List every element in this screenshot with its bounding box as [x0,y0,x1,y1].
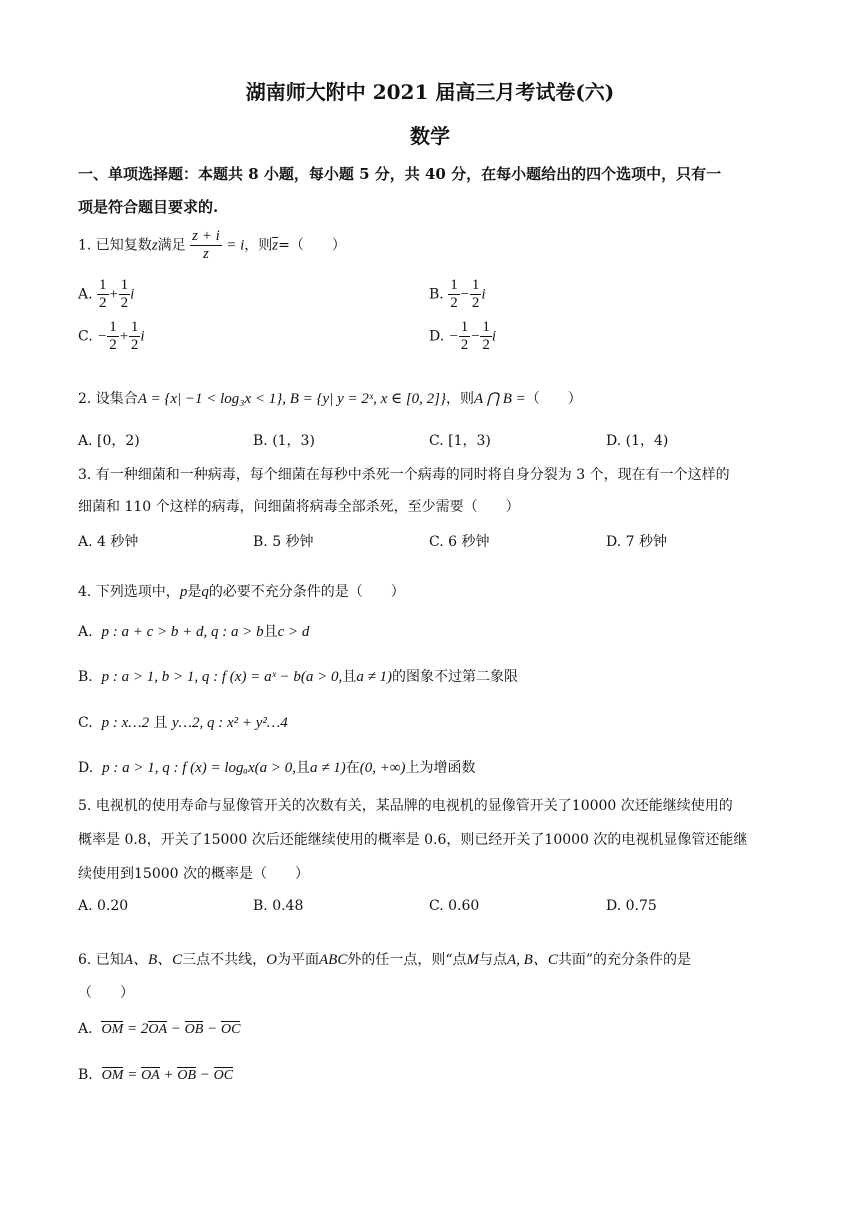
vector-oc: OC [213,1068,234,1083]
q5-option-b[interactable]: B. 0.48 [253,898,304,914]
q3-option-b[interactable]: B. 5 秒钟 [253,534,314,550]
question-6-stem: 6. 已知A、B、C三点不共线，O为平面ABC外的任一点，则“点M与点A, B、C共面”的充分条件的是 [78,952,692,968]
question-2-stem: 2. 设集合A = {x| −1 < log₃x < 1}, B = {y| y = 2ˣ, x ∈ [0, 2]}，则A ⋂ B =（ ） [78,391,582,407]
q1-option-b[interactable]: B. $\frac{1}{2}$ − $\frac{1}{2}$ i [429,277,486,311]
q6-option-b[interactable]: B. OM = OA + OB − OC [78,1067,234,1083]
section-heading-line1: 一、单项选择题：本题共 8 小题，每小题 5 分，共 40 分，在每小题给出的四个选项中，只有一 [78,165,722,183]
question-6-line2: （ ） [78,985,134,1001]
q4-option-b[interactable]: B. p : a > 1, b > 1, q : f (x) = aˣ − b(a > 0,且a ≠ 1)的图象不过第二象限 [78,669,519,685]
fraction: $\frac{z + i}{z}$ [192,228,220,262]
question-5-line1: 5. 电视机的使用寿命与显像管开关的次数有关，某品牌的电视机的显像管开关了10000 次还能继续使用的 [78,798,733,814]
q4-option-c[interactable]: C. p : x…2 且 y…2, q : x² + y²…4 [78,715,288,731]
vector-oa: OA [148,1022,168,1037]
vector-oa: OA [141,1068,160,1083]
question-5-line2: 概率是 0.8，开关了15000 次后还能继续使用的概率是 0.6，则已经开关了10000 次的电视机显像管还能继 [78,832,748,848]
q5-option-a[interactable]: A. 0.20 [78,898,129,914]
q2-option-a[interactable]: A. [0，2) [78,433,140,449]
question-3-line1: 3. 有一种细菌和一种病毒，每个细菌在每秒中杀死一个病毒的同时将自身分裂为 3 个，现在有一个这样的 [78,467,730,483]
vector-ob: OB [177,1068,197,1083]
q4-option-d[interactable]: D. p : a > 1, q : f (x) = logₐx(a > 0,且a ≠ 1)在(0, +∞)上为增函数 [78,760,476,776]
vector-oc: OC [220,1022,241,1037]
vector-ob: OB [184,1022,204,1037]
q5-option-d[interactable]: D. 0.75 [606,898,657,914]
vector-om: OM [101,1068,124,1083]
q4-option-a[interactable]: A. p : a + c > b + d, q : a > b且c > d [78,624,310,640]
q3-option-d[interactable]: D. 7 秒钟 [606,534,667,550]
q3-option-c[interactable]: C. 6 秒钟 [429,534,490,550]
q1-option-a[interactable]: A. $\frac{1}{2}$ + $\frac{1}{2}$ i [78,277,135,311]
q1-option-c[interactable]: C. − $\frac{1}{2}$ + $\frac{1}{2}$ i [78,319,145,353]
q2-option-c[interactable]: C. [1，3) [429,433,491,449]
subject-heading: 数学 [410,124,450,148]
q3-option-a[interactable]: A. 4 秒钟 [78,534,139,550]
q1-option-d[interactable]: D. − $\frac{1}{2}$ − $\frac{1}{2}$ i [429,319,497,353]
vector-om: OM [101,1022,124,1037]
q2-option-d[interactable]: D. (1，4) [606,433,669,449]
exam-title: 湖南师大附中 2021 届高三月考试卷(六) [245,80,615,104]
question-3-line2: 细菌和 110 个这样的病毒，问细菌将病毒全部杀死，至少需要（ ） [78,499,520,515]
question-1-stem: 1. 已知复数z满足 $\frac{z + i}{z}$ = i，则$\overline{z}=$（ ） [78,228,346,262]
question-5-line3: 续使用到15000 次的概率是（ ） [78,866,309,882]
q2-option-b[interactable]: B. (1，3) [253,433,315,449]
section-heading-line2: 项是符合题目要求的. [78,198,219,216]
question-4-stem: 4. 下列选项中，p是q的必要不充分条件的是（ ） [78,584,405,600]
q5-option-c[interactable]: C. 0.60 [429,898,480,914]
q6-option-a[interactable]: A. OM = 2OA − OB − OC [78,1021,241,1037]
